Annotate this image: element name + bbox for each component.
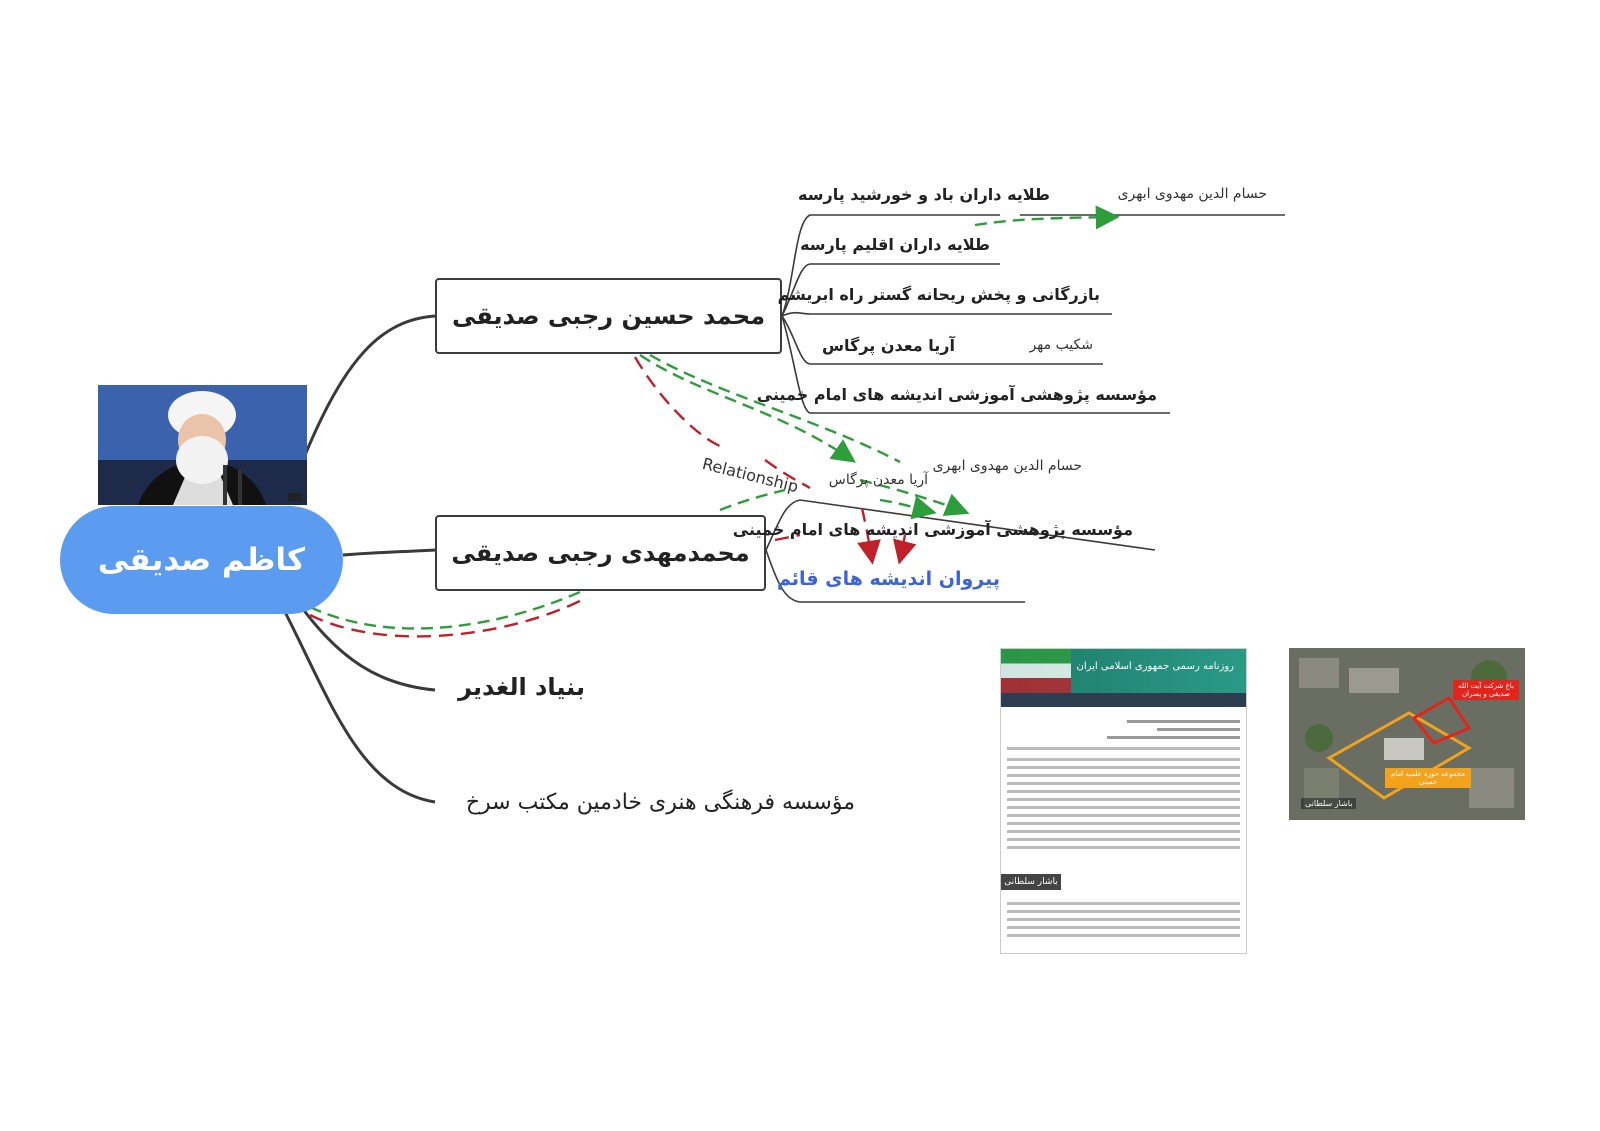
hossein-child-4[interactable]: مؤسسه پژوهشی آموزشی اندیشه های امام خمینی <box>756 385 1157 404</box>
aerial-label-orange: مجموعه حوزه علمیه امام خمینی <box>1385 768 1471 788</box>
gazette-document-image <box>1000 648 1247 954</box>
mahdi-child-0[interactable]: مؤسسه پژوهشی آموزشی اندیشه های امام خمینی <box>732 520 1133 539</box>
node-ghadir[interactable]: بنیاد الغدیر <box>458 673 585 701</box>
hossein-child-3[interactable]: آریا معدن پرگاس <box>821 336 955 355</box>
node-khademin[interactable]: مؤسسه فرهنگی هنری خادمین مکتب سرخ <box>465 790 855 815</box>
link-root-mahdi <box>343 550 435 555</box>
link-root-khademin <box>285 612 435 802</box>
floating-hossam: حسام الدین مهدوی ابهری <box>932 458 1082 474</box>
node-hossein[interactable]: محمد حسین رجبی صدیقی <box>435 278 782 354</box>
hossein-child-3-note: شکیب مهر <box>1029 337 1093 353</box>
node-mahdi[interactable]: محمدمهدی رجبی صدیقی <box>435 515 766 591</box>
aerial-caption: باشار سلطانی <box>1301 798 1356 809</box>
hossein-child-2[interactable]: بازرگانی و پخش ریحانه گستر راه ابریشم <box>777 285 1100 304</box>
mahdi-child-1[interactable]: پیروان اندیشه های قائم <box>776 568 1000 590</box>
hossein-child-1[interactable]: طلایه داران اقلیم پارسه <box>800 235 990 254</box>
relationship-label: Relationship <box>700 454 801 497</box>
aerial-label-red: باغ شرکت آیت الله صدیقی و پسران <box>1453 680 1519 700</box>
gazette-title: روزنامه رسمی جمهوری اسلامی ایران <box>1076 661 1234 672</box>
portrait-photo <box>98 385 307 505</box>
gazette-caption: باشار سلطانی <box>1001 874 1061 890</box>
hossein-child-0-note: حسام الدین مهدوی ابهری <box>1117 186 1267 202</box>
aerial-map-image <box>1289 648 1525 820</box>
link-root-hossein <box>305 316 435 455</box>
root-node[interactable]: کاظم صدیقی <box>60 506 343 614</box>
floating-aria: آریا معدن پرگاس <box>828 472 928 488</box>
hossein-child-0[interactable]: طلایه داران باد و خورشید پارسه <box>798 185 1050 204</box>
link-root-ghadir <box>300 605 435 690</box>
